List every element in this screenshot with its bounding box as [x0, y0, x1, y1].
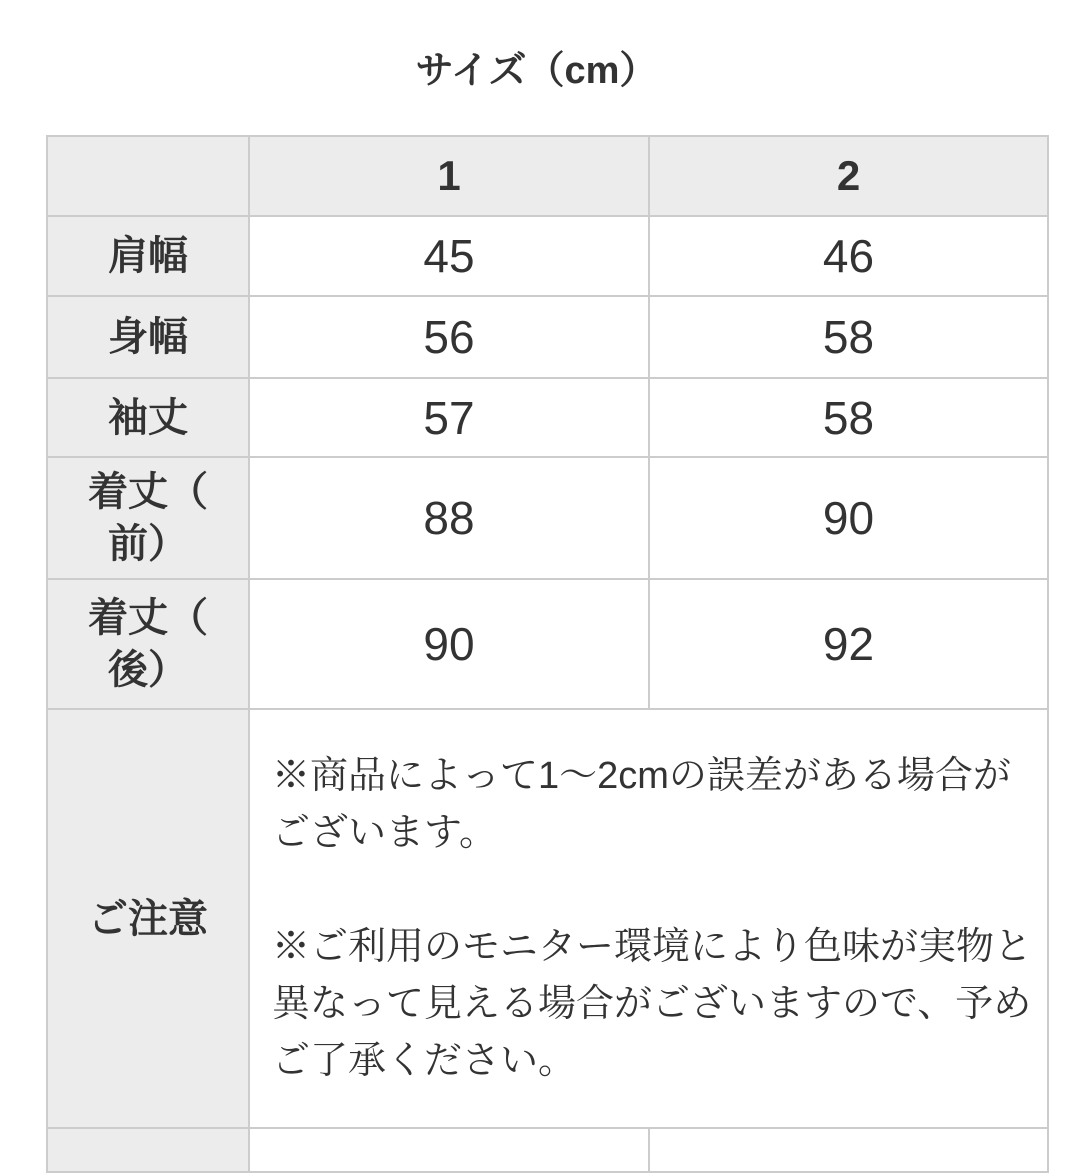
notice-text-cell: [249, 709, 1048, 1128]
page-title: サイズ（cm）: [415, 50, 658, 92]
header-corner-cell: [47, 136, 249, 216]
size-chart-table: [46, 135, 1049, 1173]
row-label-shoulder-width: 肩幅: [47, 216, 249, 296]
table-header-row: [47, 136, 1048, 216]
row-label-body-width: 身幅: [47, 296, 249, 378]
cutoff-label-cell: [47, 1128, 249, 1172]
notice-paragraph-monitor: ※ご利用のモニター環境により色味が実物と異なって見える場合がございますので、予めご了承ください。: [272, 925, 1033, 1082]
value-shoulder-width-size2: 46: [649, 216, 1048, 296]
table-row-body-width: [47, 296, 1048, 378]
row-label-length-front: 着丈（前）: [47, 457, 249, 579]
value-shoulder-width-size1: 45: [249, 216, 649, 296]
header-size-2: 2: [649, 136, 1048, 216]
value-length-front-size2: 90: [649, 457, 1048, 579]
table-row-length-back: [47, 579, 1048, 709]
value-sleeve-length-size1: 57: [249, 378, 649, 457]
value-body-width-size2: 58: [649, 296, 1048, 378]
table-row-length-front: [47, 457, 1048, 579]
value-body-width-size1: 56: [249, 296, 649, 378]
notice-paragraph-tolerance: ※商品によって1〜2cmの誤差がある場合がございます。: [272, 754, 1011, 854]
cutoff-value-cell-1: [249, 1128, 649, 1172]
value-length-back-size1: 90: [249, 579, 649, 709]
row-label-sleeve-length: 袖丈: [47, 378, 249, 457]
value-sleeve-length-size2: 58: [649, 378, 1048, 457]
value-length-back-size2: 92: [649, 579, 1048, 709]
row-label-notice: ご注意: [47, 709, 249, 1128]
table-row-cutoff: [47, 1128, 1048, 1172]
table-row-sleeve-length: [47, 378, 1048, 457]
value-length-front-size1: 88: [249, 457, 649, 579]
table-row-notice: [47, 709, 1048, 1128]
table-row-shoulder-width: [47, 216, 1048, 296]
cutoff-value-cell-2: [649, 1128, 1048, 1172]
row-label-length-back: 着丈（後）: [47, 579, 249, 709]
header-size-1: 1: [249, 136, 649, 216]
